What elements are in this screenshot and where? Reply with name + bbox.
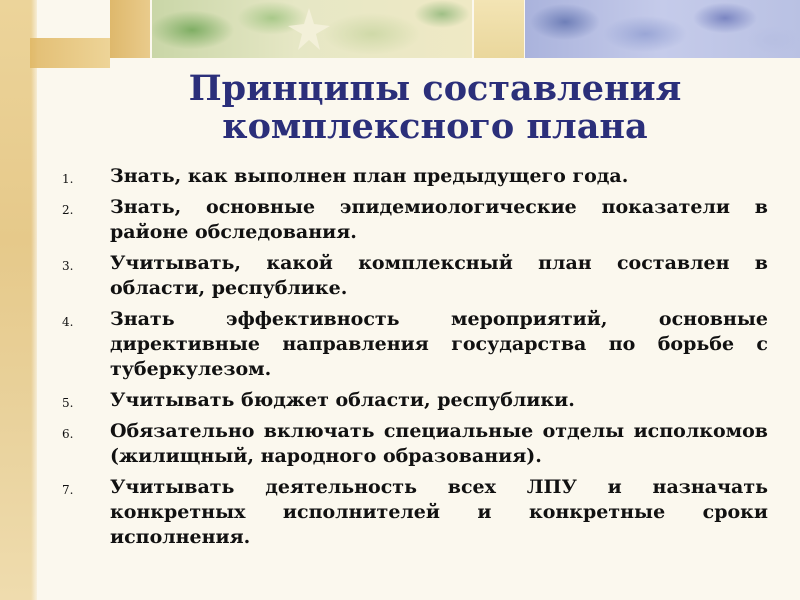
list-item-text: Знать, основные эпидемиологические показатели в районе обследования. (110, 196, 768, 243)
list-item-number: 5. (62, 396, 74, 410)
numbered-list (56, 164, 768, 556)
list-item-text: Знать, как выполнен план предыдущего года. (110, 165, 629, 187)
banner-photo-1 (110, 0, 150, 58)
list-item-number: 6. (62, 427, 74, 441)
list-item (56, 251, 768, 301)
list-item-number: 1. (62, 172, 74, 186)
list-item-text: Учитывать деятельность всех ЛПУ и назначать конкретных исполнителей и конкретные сроки исполнения. (110, 476, 768, 548)
list-item-text: Учитывать бюджет области, республики. (110, 389, 575, 411)
list-item-text: Учитывать, какой комплексный план составлен в области, республике. (110, 252, 768, 299)
leaf-icon (286, 6, 332, 52)
title-line-2: комплексного плана (222, 106, 648, 147)
list-item (56, 164, 768, 189)
list-item-text: Обязательно включать специальные отделы исполкомов (жилищный, народного образования). (110, 420, 768, 467)
title-line-1: Принципы составления (188, 68, 682, 109)
list-item (56, 307, 768, 382)
banner-small-photo (30, 38, 110, 68)
slide-title (110, 70, 760, 146)
list-item-text: Знать эффективность мероприятий, основные директивные направления государства по борьбе с туберкулезом. (110, 308, 768, 380)
list-item (56, 388, 768, 413)
list-item-number: 3. (62, 259, 74, 273)
list-item-number: 2. (62, 203, 74, 217)
list-item-number: 4. (62, 315, 74, 329)
list-item-number: 7. (62, 483, 74, 497)
list-item (56, 195, 768, 245)
list-item (56, 419, 768, 469)
left-decorative-stripe (0, 0, 37, 600)
banner-photo-flowers (525, 0, 800, 58)
list-item (56, 475, 768, 550)
banner-photo-3 (474, 0, 524, 58)
top-decorative-banner (110, 0, 800, 58)
